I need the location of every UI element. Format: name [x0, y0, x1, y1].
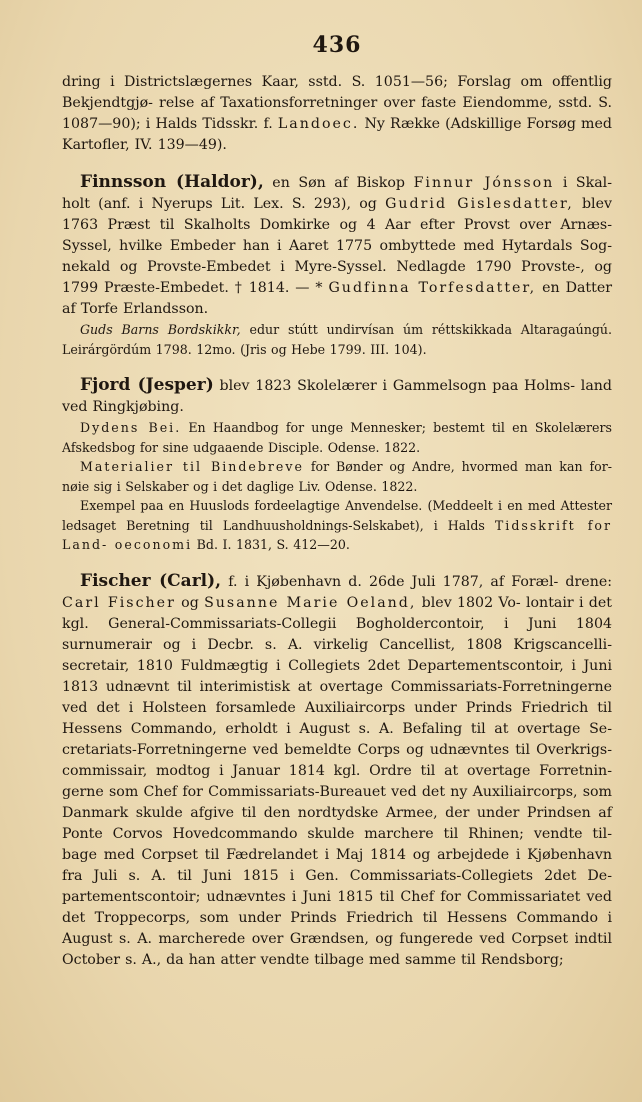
fjord-work-2 — [62, 457, 612, 496]
fjord-work-1 — [62, 418, 612, 457]
fjord-work-3-end: Bd. I. 1831, S. 412—20. — [192, 537, 350, 552]
entry-finnsson — [62, 172, 612, 359]
finnsson-paragraph — [62, 172, 612, 320]
finnsson-heading: Finnsson (Haldor), — [80, 172, 264, 192]
fischer-name-father: Carl Fischer — [62, 594, 176, 611]
fjord-work-1-title: Dydens Bei. — [80, 420, 182, 435]
entry-fjord — [62, 375, 612, 555]
fjord-text: blev 1823 Skolelærer i Gammelsogn paa Holms- land ved Ringkjøbing. — [62, 378, 612, 415]
intro-paragraph — [62, 72, 612, 156]
finnsson-work-rest: edur stútt undirvísan úm réttskikkada Altaragaúngú. Leirárgördúm 1798. 12mo. (Jris og Hebe 1799. III. 104). — [62, 322, 612, 357]
finnsson-name-wife: Gudfinna Torfesdatter, — [328, 280, 537, 296]
fjord-work-1-rest: En Haandbog for unge Mennesker; bestemt til en Skolelærers Afskedsbog for sine udgaaende Disciple. Odense. 1822. — [62, 420, 612, 455]
finnsson-text-1: en Søn af Biskop — [263, 175, 414, 191]
finnsson-work — [62, 320, 612, 359]
fjord-work-3-text: Exempel paa en Huuslods fordeelagtige Anvendelse. (Meddeelt i en med Attester ledsaget Beretning til Landhuusholdnings-Selskabet), i Halds — [62, 498, 612, 533]
fjord-paragraph — [62, 375, 612, 418]
fischer-name-mother: Susanne Marie Oeland, — [204, 594, 417, 611]
finnsson-name-mother: Gudrid Gislesdatter, — [385, 196, 574, 212]
finnsson-text-2: i Skal- holt (anf. i Nyerups Lit. Lex. S. 293), og — [62, 175, 612, 212]
entry-fischer — [62, 571, 612, 971]
finnsson-text-3: blev 1763 Præst til Skalholts Domkirke og 4 Aar efter Provst over Arnæs- Syssel, hvilke Embeder han i Aaret 1775 ombyttede med Hytardals Sog- nekald og Provste-Embedet i Myre-Syssel. Nedlagde 1790 Provste-, og 1799 Præste-Embedet. † 1814. — * — [62, 196, 612, 296]
finnsson-name-father: Finnur Jónsson — [413, 175, 555, 191]
fjord-work-3 — [62, 496, 612, 555]
fischer-text-1: f. i Kjøbenhavn d. 26de Juli 1787, af Foræl- drene: — [221, 573, 613, 590]
intro-spaced-1: Landoec. — [277, 116, 360, 132]
fjord-work-3-journal: Tidsskrift for Land- oeconomi — [62, 517, 613, 552]
fischer-paragraph — [62, 571, 612, 971]
fischer-text-2: og — [175, 594, 205, 611]
intro-text-2: Ny Række (Adskillige Forsøg med Kartofler, IV. 139—49). — [62, 116, 612, 153]
intro-text-1: dring i Districtslægernes Kaar, sstd. S. 1051—56; Forslag om offentlig Bekjendtgjø- relse af Taxationsforretninger over faste Eiendomme, sstd. S. 1087—90); i Halds Tidsskr. f. — [62, 74, 612, 132]
finnsson-work-title: Guds Barns Bordskikkr, — [80, 322, 241, 337]
page-number: 436 — [312, 32, 362, 58]
fischer-text-3: blev 1802 Vo- lontair i det kgl. General-Commissariats-Collegii Bogholdercontoir, i Juni 1804 surnumerair og i Decbr. s. A. virkelig Cancellist, 1808 Krigscancelli- secretair, 1810 Fuldmægtig i Collegiets 2det Departementscontoir, i Juni 1813 udnævnt til interimistisk at overtage Commissariats-Forretningerne ved det i Holsteen forsamlede Auxiliaircorps under Prinds Friedrich til Hessens Commando, erholdt i August s. A. Befaling til at overtage Se- cretariats-Forretningerne ved bemeldte Corps og udnævntes til Overkrigs- commissair, modtog i Januar 1814 kgl. Ordre til at overtage Forretnin- gerne som Chef for Commissariats-Bureauet ved det ny Auxiliaircorps, som Danmark skulde afgive til den nordtydske Armee, der under Prindsen af Ponte Corvos Hovedcommando skulde marchere til Rhinen; vendte til- bage med Corpset til Fædrelandet i Maj 1814 og arbejdede i Kjøbenhavn fra Juli s. A. til Juni 1815 i Gen. Commissariats-Collegiets 2det De- partementscontoir; udnævntes i Juni 1815 til Chef for Commissariatet ved det Troppecorps, som under Prinds Friedrich til Hessens Commando i August s. A. marcherede over Grændsen, og fungerede ved Corpset indtil October s. A., da han atter vendte tilbage med samme til Rendsborg; — [62, 594, 612, 968]
fjord-work-2-rest: for Bønder og Andre, hvormed man kan for- nøie sig i Selskaber og i det daglige Liv. Odense. 1822. — [62, 459, 612, 494]
fjord-work-2-title: Materialier til Bindebreve — [80, 459, 304, 474]
fischer-heading: Fischer (Carl), — [80, 570, 222, 591]
finnsson-text-4: en Datter af Torfe Erlandsson. — [62, 280, 612, 317]
fjord-heading: Fjord (Jesper) — [80, 375, 214, 395]
